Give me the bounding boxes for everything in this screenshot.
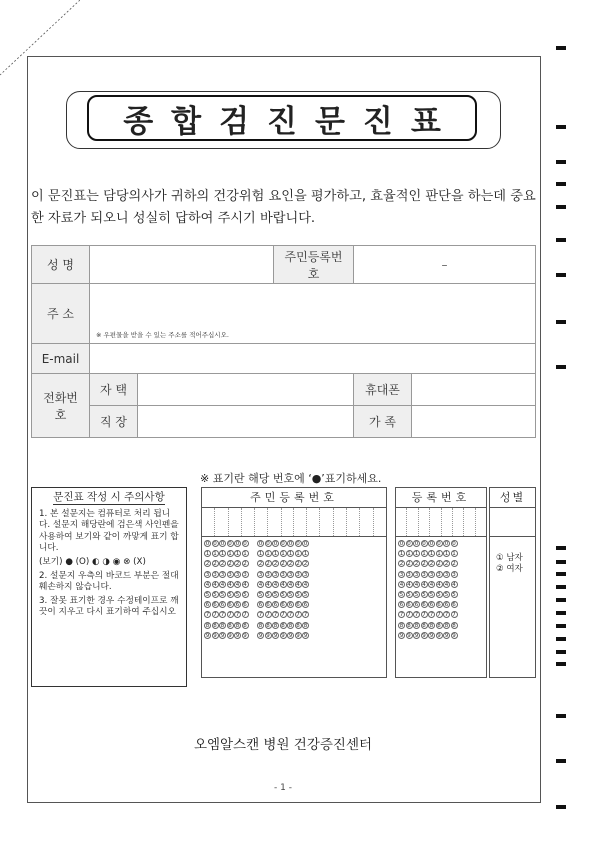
omr-bubble[interactable]: 0	[429, 541, 434, 547]
omr-bubble[interactable]: 2	[422, 561, 426, 568]
omr-bubble[interactable]: 7	[235, 612, 240, 619]
omr-bubble[interactable]: 9	[444, 632, 449, 639]
omr-gender-header: 성별	[490, 488, 535, 508]
omr-bubble[interactable]: 4	[407, 581, 411, 588]
omr-bubble[interactable]: 8	[444, 622, 449, 629]
omr-bubble[interactable]: 1	[429, 551, 434, 558]
omr-digit-column[interactable]	[443, 540, 450, 642]
omr-digit-column[interactable]	[302, 540, 309, 642]
omr-bubble[interactable]: 8	[429, 622, 434, 629]
omr-bubble[interactable]: 6	[414, 602, 419, 609]
omr-digit-column[interactable]	[272, 540, 279, 642]
omr-bubble[interactable]: 8	[422, 622, 426, 629]
omr-bubble[interactable]: 0	[399, 541, 404, 547]
omr-bubble[interactable]: 0	[288, 541, 293, 547]
omr-bubble[interactable]: 8	[243, 622, 247, 629]
omr-bubble[interactable]: 1	[444, 551, 449, 558]
omr-ssn-write-row[interactable]	[202, 508, 386, 537]
caution-box	[31, 487, 187, 687]
ssn-field[interactable]: –	[354, 246, 536, 284]
omr-reg-bubbles[interactable]	[396, 537, 486, 642]
omr-bubble[interactable]: 8	[273, 622, 278, 629]
omr-bubble[interactable]: 5	[213, 591, 217, 598]
omr-bubble[interactable]: 9	[296, 632, 300, 639]
omr-bubble[interactable]: 7	[407, 612, 411, 619]
hospital-name: 오엠알스캔 병원 건강증진센터	[193, 737, 373, 753]
omr-bubble[interactable]: 8	[205, 622, 210, 629]
omr-bubble[interactable]: 9	[266, 632, 270, 639]
caution-item-1: 1. 본 설문지는 컴퓨터로 처리 됩니다. 설문지 해당란에 검은색 사인펜을 사용하여 보기와 같이 까맣게 표기 합니다.	[39, 508, 179, 554]
omr-bubble[interactable]: 9	[273, 632, 278, 639]
omr-digit-column[interactable]	[227, 540, 234, 642]
family-phone-field[interactable]	[412, 406, 536, 438]
omr-digit-column[interactable]	[428, 540, 435, 642]
omr-bubble[interactable]: 2	[452, 561, 456, 568]
omr-bubble[interactable]: 2	[228, 561, 232, 568]
omr-bubble[interactable]: 3	[288, 571, 293, 578]
omr-bubble[interactable]: 5	[452, 591, 456, 598]
omr-bubble[interactable]: 1	[422, 551, 426, 558]
omr-bubble[interactable]: 7	[429, 612, 434, 619]
timing-mark	[556, 662, 566, 666]
email-label: E-mail	[32, 344, 90, 374]
omr-digit-column[interactable]	[212, 540, 219, 642]
omr-bubble[interactable]: 9	[220, 632, 225, 639]
omr-digit-column[interactable]	[265, 540, 272, 642]
omr-bubble[interactable]: 7	[422, 612, 426, 619]
omr-bubble[interactable]: 0	[205, 541, 210, 547]
omr-bubble[interactable]: 1	[213, 551, 217, 558]
omr-bubble[interactable]: 9	[205, 632, 210, 639]
omr-bubble[interactable]: 3	[205, 571, 210, 578]
omr-bubble[interactable]: 9	[288, 632, 293, 639]
omr-bubble[interactable]: 1	[288, 551, 293, 558]
omr-bubble[interactable]: 5	[228, 591, 232, 598]
omr-digit-column[interactable]	[295, 540, 302, 642]
omr-bubble[interactable]: 3	[220, 571, 225, 578]
omr-bubble[interactable]: 5	[258, 591, 263, 598]
omr-bubble[interactable]: 6	[235, 602, 240, 609]
omr-bubble[interactable]: 1	[273, 551, 278, 558]
omr-bubble[interactable]: 5	[288, 591, 293, 598]
mobile-phone-field[interactable]	[412, 374, 536, 406]
email-field[interactable]	[90, 344, 536, 374]
timing-mark	[556, 598, 566, 602]
omr-bubble[interactable]: 5	[273, 591, 278, 598]
omr-bubble[interactable]: 3	[213, 571, 217, 578]
personal-info-table	[31, 245, 536, 438]
omr-digit-column[interactable]	[421, 540, 428, 642]
omr-bubble[interactable]: 9	[258, 632, 263, 639]
omr-bubble[interactable]: 7	[414, 612, 419, 619]
omr-bubble[interactable]: 3	[273, 571, 278, 578]
omr-digit-column[interactable]	[204, 540, 211, 642]
omr-bubble[interactable]: 0	[414, 541, 419, 547]
omr-bubble[interactable]: 3	[452, 571, 456, 578]
timing-mark	[556, 205, 566, 209]
omr-bubble[interactable]: 9	[414, 632, 419, 639]
gender-option-female[interactable]: ② 여자	[496, 564, 523, 574]
omr-bubble[interactable]: 5	[303, 591, 308, 598]
omr-bubble[interactable]: 4	[273, 581, 278, 588]
caution-item-3: 3. 잘못 표기한 경우 수정테이프로 깨끗이 지우고 다시 표기하여 주십시오	[39, 595, 179, 618]
omr-bubble[interactable]: 6	[213, 602, 217, 609]
timing-mark	[556, 160, 566, 164]
omr-bubble[interactable]: 2	[213, 561, 217, 568]
omr-bubble[interactable]: 8	[288, 622, 293, 629]
omr-bubble[interactable]: 2	[296, 561, 300, 568]
omr-bubble[interactable]: 0	[281, 541, 285, 547]
omr-digit-column[interactable]	[257, 540, 264, 642]
ssn-label: 주민등록번호	[274, 246, 354, 284]
omr-bubble[interactable]: 0	[407, 541, 411, 547]
omr-bubble[interactable]: 8	[407, 622, 411, 629]
omr-bubble[interactable]: 3	[266, 571, 270, 578]
omr-bubble[interactable]: 5	[437, 591, 441, 598]
omr-bubble[interactable]: 6	[258, 602, 263, 609]
timing-mark	[556, 585, 566, 589]
omr-bubble[interactable]: 5	[266, 591, 270, 598]
omr-bubble[interactable]: 6	[273, 602, 278, 609]
omr-bubble[interactable]: 0	[266, 541, 270, 547]
omr-bubble[interactable]: 1	[407, 551, 411, 558]
omr-bubble[interactable]: 3	[444, 571, 449, 578]
caution-example: (보기) ● (O) ◐ ◑ ◉ ⊗ (X)	[39, 556, 146, 567]
timing-mark	[556, 624, 566, 628]
omr-bubble[interactable]: 3	[437, 571, 441, 578]
omr-bubble[interactable]: 7	[296, 612, 300, 619]
omr-bubble[interactable]: 8	[414, 622, 419, 629]
address-label: 주 소	[32, 284, 90, 344]
omr-bubble[interactable]: 8	[303, 622, 308, 629]
omr-digit-column[interactable]	[219, 540, 226, 642]
timing-mark	[556, 759, 566, 763]
omr-bubble[interactable]: 9	[235, 632, 240, 639]
omr-bubble[interactable]: 1	[228, 551, 232, 558]
omr-bubble[interactable]: 5	[407, 591, 411, 598]
omr-bubble[interactable]: 4	[228, 581, 232, 588]
omr-bubble[interactable]: 7	[444, 612, 449, 619]
omr-bubble[interactable]: 9	[407, 632, 411, 639]
mark-instruction: ※ 표기란 해당 번호에 ‘●’표기하세요.	[200, 472, 382, 485]
timing-mark	[556, 238, 566, 242]
omr-bubble[interactable]: 6	[437, 602, 441, 609]
timing-mark	[556, 182, 566, 186]
omr-bubble[interactable]: 7	[281, 612, 285, 619]
omr-bubble[interactable]: 8	[228, 622, 232, 629]
omr-bubble[interactable]: 7	[228, 612, 232, 619]
omr-bubble[interactable]: 2	[220, 561, 225, 568]
omr-bubble[interactable]: 1	[205, 551, 210, 558]
omr-bubble[interactable]: 9	[422, 632, 426, 639]
omr-bubble[interactable]: 5	[422, 591, 426, 598]
omr-bubble[interactable]: 3	[407, 571, 411, 578]
omr-bubble[interactable]: 7	[205, 612, 210, 619]
omr-bubble[interactable]: 3	[243, 571, 247, 578]
omr-bubble[interactable]: 0	[303, 541, 308, 547]
omr-bubble[interactable]: 2	[444, 561, 449, 568]
omr-bubble[interactable]: 1	[399, 551, 404, 558]
omr-bubble[interactable]: 1	[243, 551, 247, 558]
work-label: 직 장	[90, 406, 138, 438]
omr-bubble[interactable]: 2	[266, 561, 270, 568]
omr-gender-write-row[interactable]	[490, 508, 535, 537]
omr-bubble[interactable]: 6	[407, 602, 411, 609]
omr-bubble[interactable]: 2	[399, 561, 404, 568]
omr-bubble[interactable]: 6	[243, 602, 247, 609]
omr-digit-column[interactable]	[242, 540, 249, 642]
omr-bubble[interactable]: 5	[296, 591, 300, 598]
omr-bubble[interactable]: 9	[399, 632, 404, 639]
omr-gender-block	[489, 487, 536, 678]
omr-bubble[interactable]: 4	[444, 581, 449, 588]
omr-bubble[interactable]: 0	[213, 541, 217, 547]
omr-bubble[interactable]: 1	[303, 551, 308, 558]
name-label: 성 명	[32, 246, 90, 284]
phone-label: 전화번호	[32, 374, 90, 438]
omr-bubble[interactable]: 7	[213, 612, 217, 619]
name-field[interactable]	[90, 246, 274, 284]
omr-bubble[interactable]: 2	[414, 561, 419, 568]
omr-bubble[interactable]: 6	[303, 602, 308, 609]
omr-bubble[interactable]: 9	[228, 632, 232, 639]
omr-bubble[interactable]: 1	[281, 551, 285, 558]
omr-bubble[interactable]: 5	[243, 591, 247, 598]
omr-bubble[interactable]: 2	[235, 561, 240, 568]
timing-mark	[556, 273, 566, 277]
omr-bubble[interactable]: 3	[235, 571, 240, 578]
omr-digit-column[interactable]	[234, 540, 241, 642]
omr-bubble[interactable]: 7	[452, 612, 456, 619]
omr-bubble[interactable]: 5	[205, 591, 210, 598]
omr-bubble[interactable]: 4	[399, 581, 404, 588]
omr-bubble[interactable]: 2	[288, 561, 293, 568]
omr-bubble[interactable]: 0	[243, 541, 247, 547]
omr-bubble[interactable]: 0	[444, 541, 449, 547]
omr-bubble[interactable]: 8	[220, 622, 225, 629]
omr-bubble[interactable]: 3	[281, 571, 285, 578]
omr-bubble[interactable]: 8	[452, 622, 456, 629]
omr-bubble[interactable]: 7	[266, 612, 270, 619]
omr-bubble[interactable]: 8	[213, 622, 217, 629]
omr-ssn-header: 주민등록번호	[202, 488, 386, 508]
omr-bubble[interactable]: 1	[452, 551, 456, 558]
omr-bubble[interactable]: 4	[429, 581, 434, 588]
omr-reg-header: 등록번호	[396, 488, 486, 508]
omr-bubble[interactable]: 9	[281, 632, 285, 639]
timing-mark	[556, 560, 566, 564]
omr-digit-column[interactable]	[280, 540, 287, 642]
omr-bubble[interactable]: 4	[296, 581, 300, 588]
omr-bubble[interactable]: 6	[452, 602, 456, 609]
omr-bubble[interactable]: 4	[303, 581, 308, 588]
omr-bubble[interactable]: 2	[437, 561, 441, 568]
omr-bubble[interactable]: 6	[220, 602, 225, 609]
omr-bubble[interactable]: 9	[452, 632, 456, 639]
omr-bubble[interactable]: 6	[288, 602, 293, 609]
omr-bubble[interactable]: 4	[258, 581, 263, 588]
omr-bubble[interactable]: 3	[399, 571, 404, 578]
omr-bubble[interactable]: 4	[437, 581, 441, 588]
omr-bubble[interactable]: 7	[288, 612, 293, 619]
timing-mark	[556, 125, 566, 129]
omr-bubble[interactable]: 7	[437, 612, 441, 619]
omr-bubble[interactable]: 3	[422, 571, 426, 578]
timing-mark	[556, 572, 566, 576]
omr-bubble[interactable]: 2	[407, 561, 411, 568]
omr-bubble[interactable]: 6	[281, 602, 285, 609]
home-phone-field[interactable]	[138, 374, 354, 406]
family-label: 가 족	[354, 406, 412, 438]
omr-bubble[interactable]: 3	[414, 571, 419, 578]
omr-bubble[interactable]: 1	[266, 551, 270, 558]
omr-bubble[interactable]: 6	[429, 602, 434, 609]
omr-bubble[interactable]: 2	[258, 561, 263, 568]
address-note: ※ 우편물을 받을 수 있는 주소를 적어주십시오.	[96, 331, 229, 339]
omr-digit-column[interactable]	[287, 540, 294, 642]
omr-bubble[interactable]: 6	[228, 602, 232, 609]
omr-separator	[249, 540, 257, 642]
omr-bubble[interactable]: 8	[296, 622, 300, 629]
omr-bubble[interactable]: 6	[296, 602, 300, 609]
omr-bubble[interactable]: 8	[235, 622, 240, 629]
omr-bubble[interactable]: 7	[303, 612, 308, 619]
omr-ssn-bubbles[interactable]	[202, 537, 386, 642]
timing-mark	[556, 365, 566, 369]
omr-bubble[interactable]: 4	[220, 581, 225, 588]
omr-bubble[interactable]: 4	[213, 581, 217, 588]
omr-bubble[interactable]: 0	[437, 541, 441, 547]
work-phone-field[interactable]	[138, 406, 354, 438]
omr-bubble[interactable]: 7	[258, 612, 263, 619]
omr-bubble[interactable]: 4	[205, 581, 210, 588]
timing-mark	[556, 805, 566, 809]
timing-mark	[556, 46, 566, 50]
omr-bubble[interactable]: 8	[281, 622, 285, 629]
omr-bubble[interactable]: 8	[266, 622, 270, 629]
omr-bubble[interactable]: 6	[422, 602, 426, 609]
omr-bubble[interactable]: 4	[452, 581, 456, 588]
omr-bubble[interactable]: 0	[235, 541, 240, 547]
omr-bubble[interactable]: 4	[288, 581, 293, 588]
omr-digit-column[interactable]	[406, 540, 413, 642]
omr-digit-column[interactable]	[398, 540, 405, 642]
caution-title: 문진표 작성 시 주의사항	[53, 491, 165, 503]
omr-bubble[interactable]: 0	[228, 541, 232, 547]
omr-bubble[interactable]: 9	[303, 632, 308, 639]
timing-mark	[556, 320, 566, 324]
omr-bubble[interactable]: 1	[235, 551, 240, 558]
omr-bubble[interactable]: 5	[220, 591, 225, 598]
omr-bubble[interactable]: 5	[444, 591, 449, 598]
omr-bubble[interactable]: 0	[220, 541, 225, 547]
omr-bubble[interactable]: 5	[414, 591, 419, 598]
omr-bubble[interactable]: 5	[399, 591, 404, 598]
omr-bubble[interactable]: 2	[281, 561, 285, 568]
omr-bubble[interactable]: 3	[429, 571, 434, 578]
address-field[interactable]	[90, 284, 536, 344]
omr-bubble[interactable]: 7	[273, 612, 278, 619]
omr-bubble[interactable]: 4	[243, 581, 247, 588]
omr-bubble[interactable]: 9	[213, 632, 217, 639]
omr-bubble[interactable]: 5	[235, 591, 240, 598]
omr-bubble[interactable]: 8	[399, 622, 404, 629]
omr-bubble[interactable]: 4	[414, 581, 419, 588]
page-title: 종합검진문진표	[87, 95, 477, 141]
omr-bubble[interactable]: 1	[258, 551, 263, 558]
omr-digit-column[interactable]	[436, 540, 443, 642]
omr-bubble[interactable]: 1	[296, 551, 300, 558]
omr-bubble[interactable]: 2	[243, 561, 247, 568]
omr-bubble[interactable]: 7	[399, 612, 404, 619]
caution-item-2: 2. 설문지 우측의 바코드 부분은 절대 훼손하지 않습니다.	[39, 570, 179, 593]
timing-mark	[556, 714, 566, 718]
omr-bubble[interactable]: 0	[258, 541, 263, 547]
omr-bubble[interactable]: 2	[429, 561, 434, 568]
gender-option-male[interactable]: ① 남자	[496, 553, 523, 563]
omr-bubble[interactable]: 2	[303, 561, 308, 568]
omr-bubble[interactable]: 0	[273, 541, 278, 547]
omr-bubble[interactable]: 5	[281, 591, 285, 598]
omr-bubble[interactable]: 4	[266, 581, 270, 588]
omr-reg-block	[395, 487, 487, 678]
omr-bubble[interactable]: 7	[243, 612, 247, 619]
timing-mark	[556, 650, 566, 654]
omr-bubble[interactable]: 1	[437, 551, 441, 558]
omr-bubble[interactable]: 6	[266, 602, 270, 609]
omr-ssn-block	[201, 487, 387, 678]
omr-digit-column[interactable]	[451, 540, 458, 642]
omr-bubble[interactable]: 8	[437, 622, 441, 629]
omr-bubble[interactable]: 2	[205, 561, 210, 568]
mobile-label: 휴대폰	[354, 374, 412, 406]
omr-bubble[interactable]: 2	[273, 561, 278, 568]
timing-mark	[556, 546, 566, 550]
omr-reg-write-row[interactable]	[396, 508, 486, 537]
omr-bubble[interactable]: 5	[429, 591, 434, 598]
omr-bubble[interactable]: 4	[235, 581, 240, 588]
omr-bubble[interactable]: 7	[220, 612, 225, 619]
omr-bubble[interactable]: 9	[437, 632, 441, 639]
omr-bubble[interactable]: 1	[414, 551, 419, 558]
intro-text: 이 문진표는 담당의사가 귀하의 건강위험 요인을 평가하고, 효율적인 판단을 하는데 중요한 자료가 되오니 성실히 답하여 주시기 바랍니다.	[31, 189, 536, 226]
page-number: - 1 -	[274, 783, 292, 793]
omr-bubble[interactable]: 6	[444, 602, 449, 609]
omr-bubble[interactable]: 6	[205, 602, 210, 609]
omr-bubble[interactable]: 3	[258, 571, 263, 578]
omr-bubble[interactable]: 6	[399, 602, 404, 609]
omr-bubble[interactable]: 3	[228, 571, 232, 578]
omr-digit-column[interactable]	[413, 540, 420, 642]
omr-bubble[interactable]: 0	[452, 541, 456, 547]
omr-bubble[interactable]: 0	[296, 541, 300, 547]
omr-bubble[interactable]: 3	[296, 571, 300, 578]
home-label: 자 택	[90, 374, 138, 406]
omr-bubble[interactable]: 3	[303, 571, 308, 578]
omr-bubble[interactable]: 9	[429, 632, 434, 639]
omr-bubble[interactable]: 4	[281, 581, 285, 588]
timing-mark	[556, 637, 566, 641]
omr-bubble[interactable]: 0	[422, 541, 426, 547]
omr-bubble[interactable]: 9	[243, 632, 247, 639]
omr-bubble[interactable]: 1	[220, 551, 225, 558]
omr-bubble[interactable]: 4	[422, 581, 426, 588]
timing-mark	[556, 611, 566, 615]
omr-bubble[interactable]: 8	[258, 622, 263, 629]
